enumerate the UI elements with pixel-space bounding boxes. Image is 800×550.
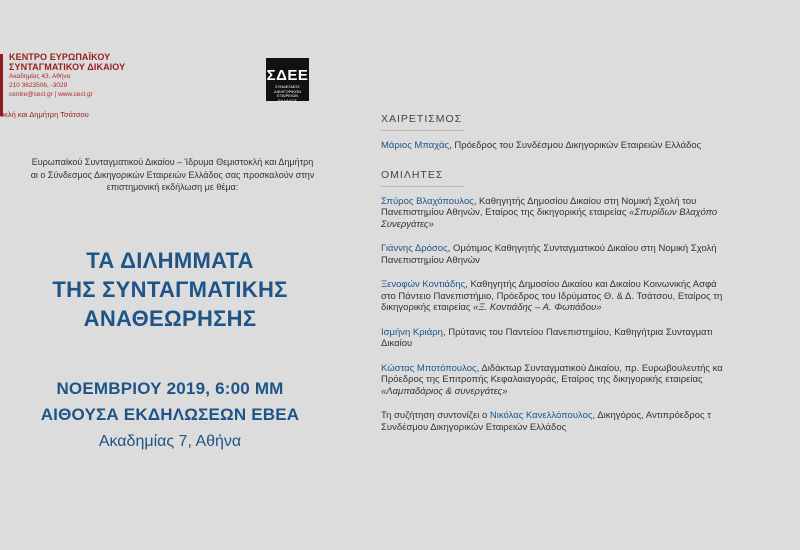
event-title-line2: ΤΗΣ ΣΥΝΤΑΓΜΑΤΙΚΗΣ bbox=[52, 277, 288, 302]
speaker-entry bbox=[381, 327, 800, 350]
sdee-logo-mark: ΣΔΕΕ bbox=[266, 67, 309, 84]
speaker-firm: «Ξ. Κοντιάδης – Α. Φωτιάδου» bbox=[473, 302, 602, 313]
organizer-name-line1: ΚΕΝΤΡΟ ΕΥΡΩΠΑΪΚΟΥ bbox=[9, 52, 111, 62]
speaker-name: Ισμήνη Κριάρη bbox=[381, 326, 443, 338]
event-address: Ακαδημίας 7, Αθήνα bbox=[98, 433, 242, 450]
speaker-role: Πανεπιστημίου Αθηνών bbox=[381, 254, 480, 266]
speaker-role: Πανεπιστημίου Αθηνών, Εταίρος της δικηγορικής εταιρείας bbox=[381, 207, 630, 218]
intro-line: επιστημονική εκδήλωση με θέμα: bbox=[106, 182, 239, 192]
moderator-name: Νικόλας Κανελλόπουλος bbox=[489, 410, 593, 421]
event-title-line1: ΤΑ ΔΙΛΗΜΜΑΤΑ bbox=[86, 248, 254, 273]
speakers-heading: ΟΜΙΛΗΤΕΣ bbox=[381, 168, 444, 181]
greeting-heading: ΧΑΙΡΕΤΙΣΜΟΣ bbox=[381, 113, 463, 125]
speaker-role: , Ομότιμος Καθηγητής Συνταγματικού Δικαίου στη Νομική Σχολή bbox=[447, 243, 717, 254]
greeting-role: , Πρόεδρος του Συνδέσμου Δικηγορικών Εταιρειών Ελλάδος bbox=[449, 140, 702, 151]
speaker-entry bbox=[381, 196, 800, 231]
greeting-entry bbox=[381, 140, 800, 152]
moderator-role: , Δικηγόρος, Αντιπρόεδρος τ bbox=[592, 410, 711, 421]
speaker-entry bbox=[381, 363, 800, 398]
event-title-line3: ΑΝΑΘΕΩΡΗΣΗΣ bbox=[83, 306, 257, 331]
sdee-logo bbox=[266, 58, 309, 101]
speaker-role: , Καθηγητής Δημοσίου Δικαίου και Δικαίου Κοινωνικής Ασφά bbox=[465, 279, 717, 290]
speaker-entry bbox=[381, 243, 800, 266]
event-info bbox=[0, 376, 380, 456]
speaker-name: Ξενοφών Κοντιάδης bbox=[381, 279, 466, 290]
moderator-entry bbox=[381, 410, 800, 433]
section-divider bbox=[381, 130, 465, 131]
speaker-role: στο Πάντειο Πανεπιστήμιο, Πρόεδρος του Ιδρύματος Θ. & Δ. Τσάτσου, Εταίρος τη bbox=[381, 290, 723, 302]
speaker-entry bbox=[381, 279, 800, 314]
sdee-logo-subtitle bbox=[266, 84, 309, 103]
speaker-role: , Καθηγητής Δημοσίου Δικαίου στη Νομική Σχολή του bbox=[473, 195, 697, 207]
organizer-phone: 210 3623506, -3029 bbox=[9, 82, 68, 89]
intro-line: Ευρωπαϊκού Συνταγματικού Δικαίου – Ίδρυμα Θεμιστοκλή και Δημήτρη bbox=[31, 157, 314, 167]
speaker-role: Πρόεδρος της Επιτροπής Κεφαλαιαγοράς, Εταίρος της δικηγορικής εταιρείας bbox=[381, 374, 703, 385]
organizer-block bbox=[0, 52, 150, 119]
organizer-name-line2: ΣΥΝΤΑΓΜΑΤΙΚΟΥ ΔΙΚΑΙΟΥ bbox=[9, 62, 126, 72]
sdee-logo-line3: ΕΤΑΙΡΕΙΩΝ bbox=[277, 93, 298, 98]
speaker-name: Γιάννης Δρόσος bbox=[381, 243, 448, 254]
sdee-logo-line4: ΕΛΛΑΔΟΣ bbox=[278, 97, 297, 103]
speaker-name: Κώστας Μποτόπουλος bbox=[381, 362, 477, 374]
sdee-logo-line1: ΣΥΝΔΕΣΜΟΣ bbox=[275, 84, 300, 89]
intro-paragraph bbox=[0, 156, 355, 194]
organizer-foundation: οκλή και Δημήτρη Τσάτσου bbox=[0, 110, 89, 119]
event-title bbox=[0, 246, 380, 333]
speaker-firm: Συνεργάτες» bbox=[381, 218, 434, 230]
speaker-role: , Πρύτανις του Παντείου Πανεπιστημίου, Καθηγήτρια Συνταγματι bbox=[442, 326, 713, 338]
speaker-role: Δικαίου bbox=[381, 338, 413, 349]
sdee-logo-line2: ΔΙΚΗΓΟΡΙΚΩΝ bbox=[274, 88, 301, 94]
moderator-prefix: Τη συζήτηση συντονίζει ο bbox=[381, 410, 490, 421]
speaker-firm: «Λαμπαδάριος & συνεργάτες» bbox=[381, 385, 508, 397]
organizer-address: Ακαδημίας 43, Αθήνα bbox=[9, 73, 71, 80]
event-venue: ΑΙΘΟΥΣΑ ΕΚΔΗΛΩΣΕΩΝ ΕΒΕΑ bbox=[40, 405, 300, 424]
section-divider bbox=[381, 186, 465, 187]
program-column bbox=[381, 113, 800, 446]
speaker-firm: «Σπυρίδων Βλαχόπο bbox=[629, 207, 718, 218]
organizer-accent-bar bbox=[0, 54, 3, 116]
event-date: ΝΟΕΜΒΡΙΟΥ 2019, 6:00 ΜΜ bbox=[56, 379, 284, 398]
speaker-role: δικηγορικής εταιρείας bbox=[381, 302, 474, 313]
intro-line: αι ο Σύνδεσμος Δικηγορικών Εταιρειών Ελλάδος σας προσκαλούν στην bbox=[30, 169, 315, 180]
moderator-role: Συνδέσμου Δικηγορικών Εταιρειών Ελλάδος bbox=[381, 421, 567, 433]
organizer-contact: centre@cecl.gr | www.cecl.gr bbox=[9, 91, 93, 98]
greeting-person: Μάριος Μπαχάς bbox=[381, 140, 450, 151]
speaker-name: Σπύρος Βλαχόπουλος bbox=[381, 195, 474, 207]
speaker-role: , Διδάκτωρ Συνταγματικού Δικαίου, πρ. Ευρωβουλευτής κα bbox=[476, 362, 723, 374]
